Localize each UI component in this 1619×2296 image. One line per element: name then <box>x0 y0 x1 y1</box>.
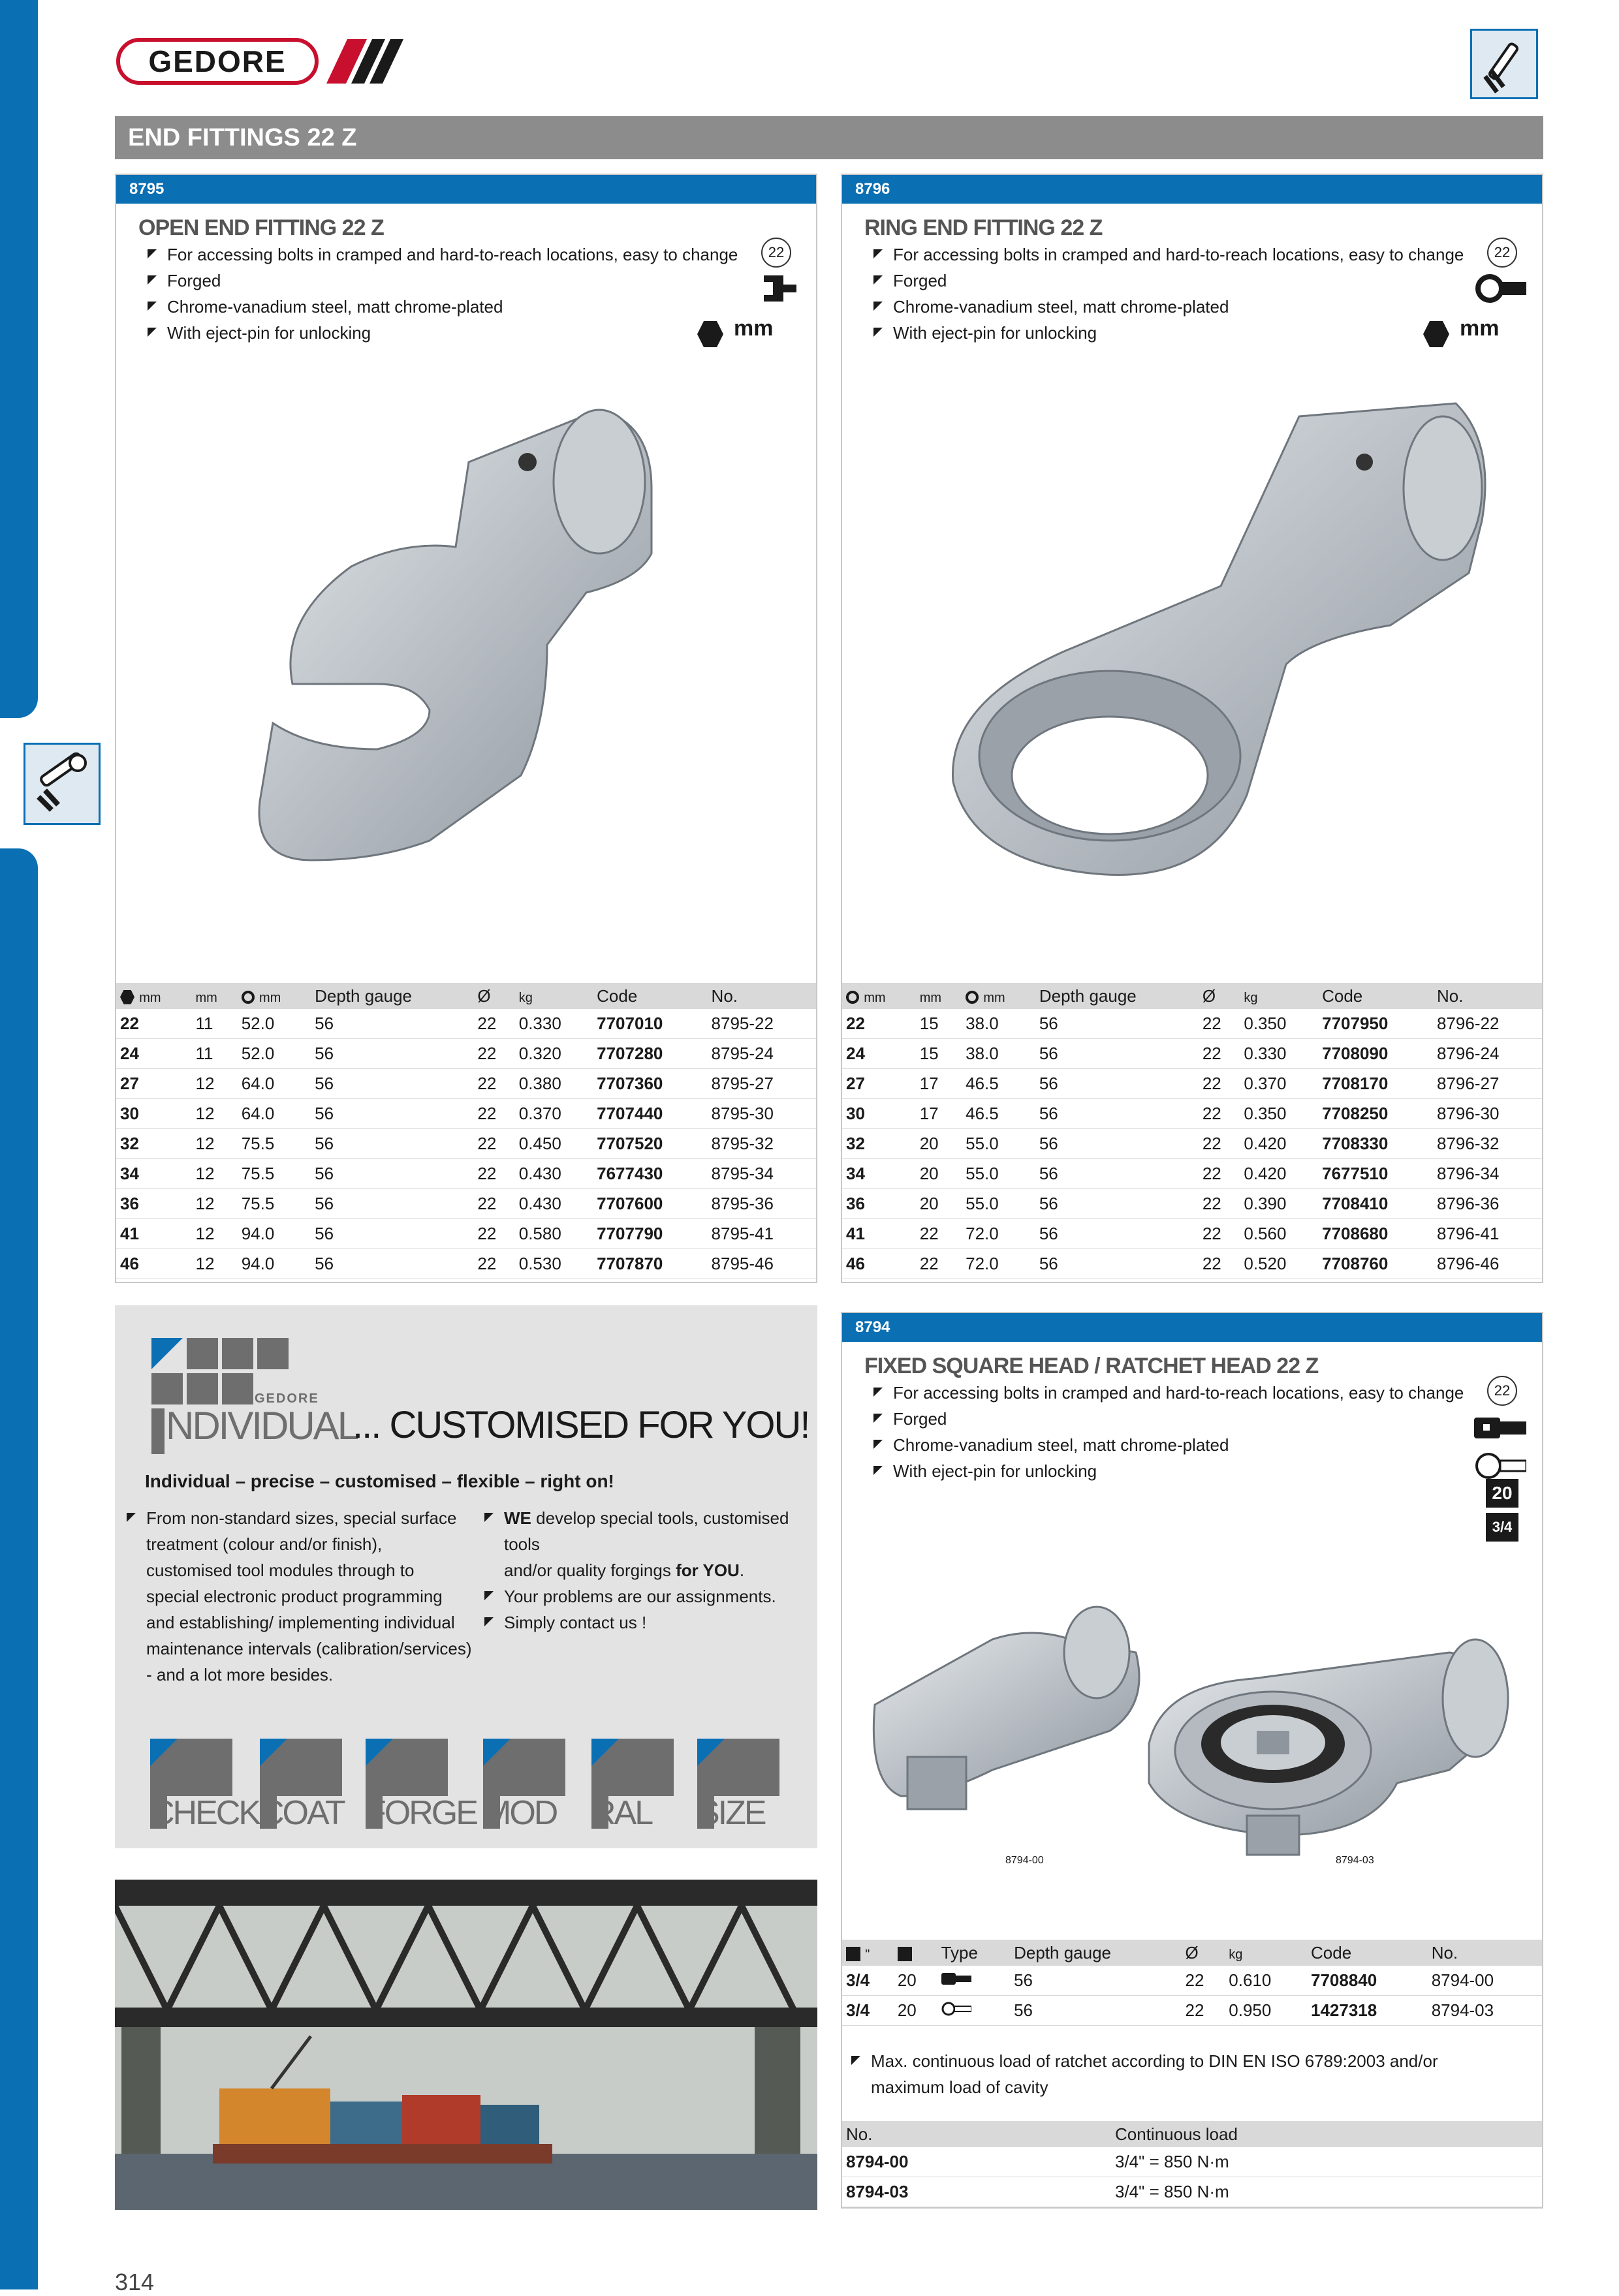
cell: 8796-30 <box>1433 1099 1542 1129</box>
cell: 75.5 <box>238 1129 311 1159</box>
table-row <box>842 1069 1542 1099</box>
cell: 56 <box>1035 1219 1199 1249</box>
table-row <box>842 1249 1542 1279</box>
cell: 0.530 <box>515 1249 593 1279</box>
cell: 0.950 <box>1225 1996 1307 2026</box>
cell: 8796-34 <box>1433 1159 1542 1189</box>
cell: 22 <box>1199 1189 1240 1219</box>
table-header-row <box>116 983 816 1009</box>
cell: 15 <box>916 1039 962 1069</box>
cell: 41 <box>116 1219 192 1249</box>
cell: 22 <box>1199 1129 1240 1159</box>
col-diameter-head: Ø <box>1199 983 1240 1009</box>
cell: 20 <box>916 1189 962 1219</box>
cell: 7707790 <box>593 1219 707 1249</box>
feature-item: Chrome-vanadium steel, matt chrome-plated <box>145 294 738 320</box>
cell: 7707870 <box>593 1249 707 1279</box>
section-header: END FITTINGS 22 Z <box>115 116 1543 159</box>
cell: 36 <box>842 1189 916 1219</box>
cell: 22 <box>473 1099 514 1129</box>
ratchet-head-icon <box>1474 1451 1526 1480</box>
bullet-item: WE develop special tools, customised tools and/or quality forgings for YOU. <box>482 1505 808 1583</box>
cell: 22 <box>473 1159 514 1189</box>
col-number-head: No. <box>1433 983 1542 1009</box>
col-load-head: Continuous load <box>1111 2121 1542 2147</box>
table-body <box>842 1966 1542 2026</box>
cell: 3/4 <box>842 1966 894 1996</box>
cell: 0.380 <box>515 1069 593 1099</box>
unit-mm-label: mm <box>734 316 774 341</box>
cell: 7707520 <box>593 1129 707 1159</box>
cell: 22 <box>473 1129 514 1159</box>
ratchet-head-type-icon <box>937 1996 1011 2026</box>
feature-item: With eject-pin for unlocking <box>871 320 1464 346</box>
col-depth-head: Depth gauge <box>311 983 473 1009</box>
cell: 56 <box>1010 1966 1181 1996</box>
cell: 7677430 <box>593 1159 707 1189</box>
col-drive-head: " <box>842 1940 894 1966</box>
square-ratchet-heads-image <box>862 1600 1515 1900</box>
cell: 20 <box>894 1996 937 2026</box>
cell: 0.560 <box>1240 1219 1318 1249</box>
cell: 22 <box>1199 1099 1240 1129</box>
table-row <box>842 1189 1542 1219</box>
cell: 46 <box>842 1249 916 1279</box>
cell: 22 <box>842 1009 916 1039</box>
col-weight-head: kg <box>1240 983 1318 1009</box>
spec-table-8795 <box>116 983 816 1279</box>
feature-list <box>871 1380 1464 1484</box>
table-row <box>842 1039 1542 1069</box>
cell: 8795-22 <box>708 1009 816 1039</box>
cell: 64.0 <box>238 1069 311 1099</box>
square-head-type-icon <box>937 1966 1011 1996</box>
cell: 22 <box>473 1249 514 1279</box>
cell: 22 <box>116 1009 192 1039</box>
cell: 75.5 <box>238 1159 311 1189</box>
ring-wrench-icon <box>1474 273 1526 304</box>
cell: 7708410 <box>1318 1189 1433 1219</box>
cell: 7707440 <box>593 1099 707 1129</box>
tagline: ... CUSTOMISED FOR YOU! <box>353 1404 810 1446</box>
cell: 12 <box>192 1129 238 1159</box>
feature-item: Forged <box>145 268 738 294</box>
feature-list <box>145 241 738 346</box>
cell: 8795-36 <box>708 1189 816 1219</box>
cell: 55.0 <box>962 1159 1035 1189</box>
cell: 12 <box>192 1099 238 1129</box>
table-row <box>116 1069 816 1099</box>
product-box-8795 <box>115 174 817 1283</box>
cell: 8796-32 <box>1433 1129 1542 1159</box>
service-check-icon: CHECK <box>150 1739 232 1830</box>
cell: 56 <box>311 1129 473 1159</box>
logo-slashes-icon <box>326 39 418 84</box>
side-tab-lower <box>0 848 38 2289</box>
cell: 22 <box>916 1249 962 1279</box>
cell: 32 <box>116 1129 192 1159</box>
cell: 8796-41 <box>1433 1219 1542 1249</box>
cell: 7708840 <box>1307 1966 1428 1996</box>
wrench-category-icon <box>24 743 101 825</box>
col-diameter-head: Ø <box>1182 1940 1225 1966</box>
col-thickness-head: mm <box>192 983 238 1009</box>
cell: 24 <box>842 1039 916 1069</box>
cell: 8796-27 <box>1433 1069 1542 1099</box>
cell: 7708680 <box>1318 1219 1433 1249</box>
cell: 56 <box>1010 1996 1181 2026</box>
cell: 0.450 <box>515 1129 593 1159</box>
cell: 34 <box>842 1159 916 1189</box>
cell: 22 <box>1199 1069 1240 1099</box>
logo-individual-word: NDIVIDUAL <box>166 1404 358 1448</box>
cell: 0.430 <box>515 1189 593 1219</box>
feature-item: With eject-pin for unlocking <box>871 1458 1464 1484</box>
continuous-load-table <box>842 2121 1542 2207</box>
col-weight-head: kg <box>1225 1940 1307 1966</box>
cell: 17 <box>916 1099 962 1129</box>
cell: 27 <box>842 1069 916 1099</box>
cell: 24 <box>116 1039 192 1069</box>
table-row <box>842 1996 1542 2026</box>
col-size-head: mm <box>842 983 916 1009</box>
cell: 7677510 <box>1318 1159 1433 1189</box>
cell: 56 <box>1035 1129 1199 1159</box>
cell: 7707010 <box>593 1009 707 1039</box>
bullet-item: Simply contact us ! <box>482 1609 808 1636</box>
product-box-8796 <box>841 174 1543 1283</box>
cell: 0.330 <box>515 1009 593 1039</box>
cell: 7707280 <box>593 1039 707 1069</box>
cell: 8796-24 <box>1433 1039 1542 1069</box>
col-code-head: Code <box>1307 1940 1428 1966</box>
cell: 8794-03 <box>842 2177 1111 2207</box>
cell: 12 <box>192 1189 238 1219</box>
cell: 22 <box>473 1069 514 1099</box>
cell: 56 <box>311 1249 473 1279</box>
cell: 72.0 <box>962 1249 1035 1279</box>
cell: 30 <box>116 1099 192 1129</box>
cell: 38.0 <box>962 1009 1035 1039</box>
cell: 56 <box>1035 1189 1199 1219</box>
size-22-badge: 22 <box>1487 1376 1517 1406</box>
cell: 11 <box>192 1039 238 1069</box>
cell: 7708330 <box>1318 1129 1433 1159</box>
table-row <box>842 1966 1542 1996</box>
feature-item: For accessing bolts in cramped and hard-to-reach locations, easy to change <box>871 241 1464 268</box>
cell: 30 <box>842 1099 916 1129</box>
cell: 7708090 <box>1318 1039 1433 1069</box>
ratchet-load-note <box>849 2048 1438 2100</box>
individual-subtitle: Individual – precise – customised – flexible – right on! <box>145 1471 614 1491</box>
cell: 56 <box>311 1099 473 1129</box>
cell: 7708250 <box>1318 1099 1433 1129</box>
table-header-row <box>842 983 1542 1009</box>
cell: 17 <box>916 1069 962 1099</box>
cell: 46 <box>116 1249 192 1279</box>
cell: 8796-46 <box>1433 1249 1542 1279</box>
table-row <box>116 1009 816 1039</box>
individual-left-bullets <box>124 1505 490 1688</box>
image-label-8794-03: 8794-03 <box>1336 1855 1374 1866</box>
feature-item: Chrome-vanadium steel, matt chrome-plated <box>871 294 1464 320</box>
cell: 56 <box>1035 1039 1199 1069</box>
category-tools-icon <box>1470 29 1538 99</box>
col-depth-head: Depth gauge <box>1010 1940 1181 1966</box>
cell: 72.0 <box>962 1219 1035 1249</box>
drive-3-4-badge: 3/4 <box>1486 1513 1518 1542</box>
service-forge-icon: FORGE <box>366 1739 448 1830</box>
cell: 20 <box>916 1129 962 1159</box>
cell: 22 <box>1199 1219 1240 1249</box>
col-code-head: Code <box>1318 983 1433 1009</box>
note-item: Max. continuous load of ratchet according to DIN EN ISO 6789:2003 and/or maximum load of cavity <box>849 2048 1438 2100</box>
bullet-item: Your problems are our assignments. <box>482 1583 808 1609</box>
cell: 0.520 <box>1240 1249 1318 1279</box>
cell: 22 <box>916 1219 962 1249</box>
cell: 8794-00 <box>842 2147 1111 2177</box>
cell: 7707600 <box>593 1189 707 1219</box>
cell: 3/4 <box>842 1996 894 2026</box>
cell: 0.330 <box>1240 1039 1318 1069</box>
table-row <box>842 1129 1542 1159</box>
cell: 64.0 <box>238 1099 311 1129</box>
page-number: 314 <box>115 2269 155 2295</box>
table-row <box>842 1009 1542 1039</box>
col-size-head: mm <box>116 983 192 1009</box>
cell: 22 <box>1199 1039 1240 1069</box>
cell: 22 <box>1199 1159 1240 1189</box>
cell: 32 <box>842 1129 916 1159</box>
cell: 15 <box>916 1009 962 1039</box>
cell: 7707950 <box>1318 1009 1433 1039</box>
cell: 56 <box>1035 1249 1199 1279</box>
unit-mm-label: mm <box>1460 316 1500 341</box>
cell: 8795-24 <box>708 1039 816 1069</box>
product-number-bar: 8795 <box>116 175 816 204</box>
table-row <box>116 1099 816 1129</box>
cell: 94.0 <box>238 1219 311 1249</box>
table-row <box>116 1159 816 1189</box>
table-row <box>116 1219 816 1249</box>
bullet-item: From non-standard sizes, special surface treatment (colour and/or finish), customised tool modules through to special electronic product programming and establishing/ implementing individual maintenance intervals (calibration/services) - and a lot more besides. <box>124 1505 490 1688</box>
cell: 55.0 <box>962 1189 1035 1219</box>
cell: 20 <box>894 1966 937 1996</box>
cell: 56 <box>1035 1159 1199 1189</box>
table-body <box>842 1009 1542 1279</box>
cell: 94.0 <box>238 1249 311 1279</box>
service-size-icon: SIZE <box>697 1739 779 1830</box>
cell: 56 <box>1035 1009 1199 1039</box>
feature-item: Forged <box>871 268 1464 294</box>
col-type-head: Type <box>937 1940 1011 1966</box>
cell: 56 <box>311 1069 473 1099</box>
cell: 12 <box>192 1219 238 1249</box>
cell: 0.430 <box>515 1159 593 1189</box>
cell: 0.350 <box>1240 1099 1318 1129</box>
cell: 22 <box>1199 1249 1240 1279</box>
cell: 8795-27 <box>708 1069 816 1099</box>
cell: 12 <box>192 1069 238 1099</box>
cell: 75.5 <box>238 1189 311 1219</box>
cell: 12 <box>192 1159 238 1189</box>
cell: 22 <box>473 1039 514 1069</box>
service-ral-icon: RAL <box>591 1739 674 1830</box>
cell: 36 <box>116 1189 192 1219</box>
cell: 22 <box>473 1189 514 1219</box>
cell: 8796-22 <box>1433 1009 1542 1039</box>
feature-item: Chrome-vanadium steel, matt chrome-plated <box>871 1432 1464 1458</box>
cell: 3/4" = 850 N·m <box>1111 2147 1542 2177</box>
feature-item: For accessing bolts in cramped and hard-to-reach locations, easy to change <box>145 241 738 268</box>
feature-list <box>871 241 1464 346</box>
cell: 0.610 <box>1225 1966 1307 1996</box>
cell: 56 <box>311 1219 473 1249</box>
cell: 0.420 <box>1240 1129 1318 1159</box>
service-mod-icon: MOD <box>483 1739 565 1830</box>
col-no-head: No. <box>842 2121 1111 2147</box>
feature-item: With eject-pin for unlocking <box>145 320 738 346</box>
cell: 38.0 <box>962 1039 1035 1069</box>
cell: 7708760 <box>1318 1249 1433 1279</box>
cell: 0.370 <box>1240 1069 1318 1099</box>
col-weight-head: kg <box>515 983 593 1009</box>
service-coat-icon: COAT <box>260 1739 342 1830</box>
cell: 0.420 <box>1240 1159 1318 1189</box>
feature-item: Forged <box>871 1406 1464 1432</box>
cell: 22 <box>1182 1996 1225 2026</box>
product-number-bar: 8796 <box>842 175 1542 204</box>
side-tab-upper <box>0 0 38 718</box>
cell: 8795-41 <box>708 1219 816 1249</box>
col-length-head: mm <box>238 983 311 1009</box>
cell: 41 <box>842 1219 916 1249</box>
cell: 8795-34 <box>708 1159 816 1189</box>
size-22-badge: 22 <box>761 238 791 268</box>
cell: 56 <box>311 1189 473 1219</box>
product-title: RING END FITTING 22 Z <box>864 215 1103 240</box>
square-head-icon <box>1474 1415 1526 1441</box>
cell: 22 <box>473 1219 514 1249</box>
table-row <box>842 1159 1542 1189</box>
drive-20-badge: 20 <box>1486 1479 1518 1508</box>
cell: 8796-36 <box>1433 1189 1542 1219</box>
cell: 56 <box>311 1009 473 1039</box>
table-row <box>842 1219 1542 1249</box>
table-row <box>842 2177 1542 2207</box>
cell: 8795-32 <box>708 1129 816 1159</box>
table-row <box>116 1249 816 1279</box>
cell: 1427318 <box>1307 1996 1428 2026</box>
col-length-head: mm <box>962 983 1035 1009</box>
feature-item: For accessing bolts in cramped and hard-to-reach locations, easy to change <box>871 1380 1464 1406</box>
cell: 56 <box>311 1039 473 1069</box>
spec-table-8796 <box>842 983 1542 1279</box>
product-title: FIXED SQUARE HEAD / RATCHET HEAD 22 Z <box>864 1354 1319 1378</box>
cell: 52.0 <box>238 1009 311 1039</box>
cell: 3/4" = 850 N·m <box>1111 2177 1542 2207</box>
col-thickness-head: mm <box>916 983 962 1009</box>
cell: 8795-46 <box>708 1249 816 1279</box>
spec-table-8794 <box>842 1940 1542 2026</box>
cell: 56 <box>311 1159 473 1189</box>
cell: 27 <box>116 1069 192 1099</box>
cell: 8794-00 <box>1428 1966 1542 1996</box>
cell: 22 <box>1182 1966 1225 1996</box>
cell: 0.390 <box>1240 1189 1318 1219</box>
cell: 22 <box>1199 1009 1240 1039</box>
cell: 0.350 <box>1240 1009 1318 1039</box>
image-label-8794-00: 8794-00 <box>1005 1855 1044 1866</box>
table-body <box>116 1009 816 1279</box>
cell: 8794-03 <box>1428 1996 1542 2026</box>
individual-right-bullets <box>482 1505 808 1636</box>
col-code-head: Code <box>593 983 707 1009</box>
cell: 7707360 <box>593 1069 707 1099</box>
cell: 56 <box>1035 1099 1199 1129</box>
cell: 52.0 <box>238 1039 311 1069</box>
cell: 22 <box>473 1009 514 1039</box>
cell: 8795-30 <box>708 1099 816 1129</box>
table-header-row <box>842 1940 1542 1966</box>
product-box-8794 <box>841 1312 1543 2209</box>
gedore-logo: GEDORE <box>116 38 319 85</box>
bridge-ship-photo <box>115 1880 817 2210</box>
cell: 55.0 <box>962 1129 1035 1159</box>
col-number-head: No. <box>1428 1940 1542 1966</box>
logo-gedore-small: GEDORE <box>255 1391 319 1406</box>
cell: 20 <box>916 1159 962 1189</box>
table-header-row <box>842 2121 1542 2147</box>
col-depth-head: Depth gauge <box>1035 983 1199 1009</box>
cell: 12 <box>192 1249 238 1279</box>
table-row <box>116 1189 816 1219</box>
cell: 46.5 <box>962 1099 1035 1129</box>
size-22-badge: 22 <box>1487 238 1517 268</box>
col-square-head <box>894 1940 937 1966</box>
col-number-head: No. <box>708 983 816 1009</box>
col-diameter-head: Ø <box>473 983 514 1009</box>
cell: 0.320 <box>515 1039 593 1069</box>
cell: 46.5 <box>962 1069 1035 1099</box>
open-end-wrench-icon <box>751 273 796 304</box>
cell: 7708170 <box>1318 1069 1433 1099</box>
cell: 34 <box>116 1159 192 1189</box>
product-title: OPEN END FITTING 22 Z <box>138 215 384 240</box>
table-row <box>116 1129 816 1159</box>
product-number-bar: 8794 <box>842 1313 1542 1342</box>
cell: 0.370 <box>515 1099 593 1129</box>
table-row <box>116 1039 816 1069</box>
cell: 56 <box>1035 1069 1199 1099</box>
cell: 0.580 <box>515 1219 593 1249</box>
cell: 11 <box>192 1009 238 1039</box>
table-row <box>842 2147 1542 2177</box>
table-row <box>842 1099 1542 1129</box>
